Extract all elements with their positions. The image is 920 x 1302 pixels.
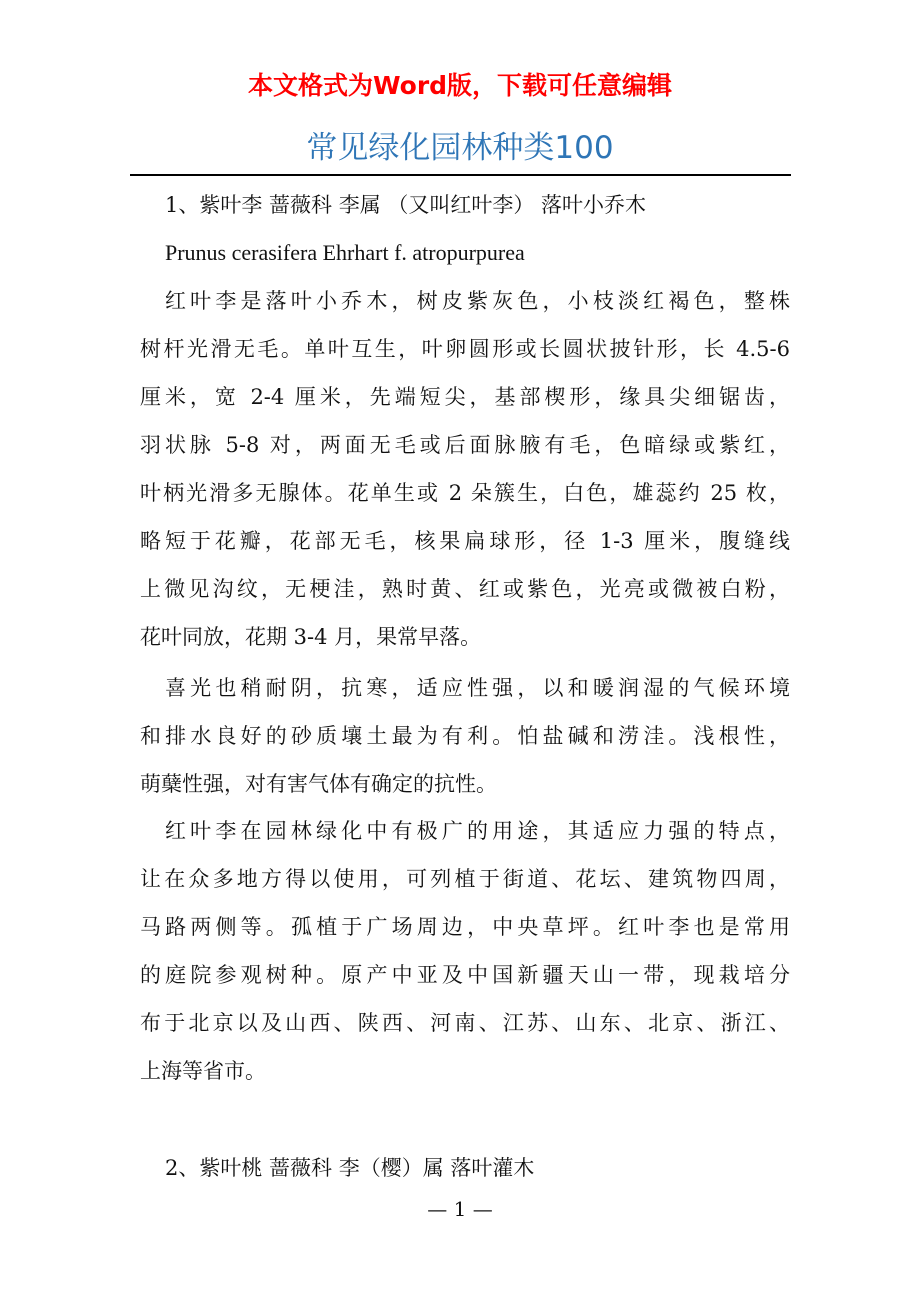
paragraph-line: 喜光也稍耐阴，抗寒，适应性强，以和暖润湿的气候环境 [165,676,790,700]
entry-heading: 1、紫叶李 蔷薇科 李属 （又叫红叶李） 落叶小乔木 [165,193,647,217]
paragraph-line: 上微见沟纹，无梗洼，熟时黄、红或紫色，光亮或微被白粉， [140,577,790,601]
paragraph-line: 略短于花瓣，花部无毛，核果扁球形，径 1-3 厘米，腹缝线 [140,529,790,553]
latin-name: Prunus cerasifera Ehrhart f. atropurpurea [165,240,525,265]
paragraph-line: 羽状脉 5-8 对，两面无毛或后面脉腋有毛，色暗绿或紫红， [140,433,790,457]
paragraph-line: 的庭院参观树种。原产中亚及中国新疆天山一带，现栽培分 [140,963,790,987]
title-divider [130,174,791,176]
paragraph-line: 和排水良好的砂质壤土最为有利。怕盐碱和涝洼。浅根性， [140,724,790,748]
paragraph-line: 花叶同放，花期 3-4 月，果常早落。 [140,625,482,649]
paragraph-line: 布于北京以及山西、陕西、河南、江苏、山东、北京、浙江、 [140,1011,790,1035]
paragraph-line: 厘米，宽 2-4 厘米，先端短尖，基部楔形，缘具尖细锯齿， [140,385,790,409]
paragraph-line: 树杆光滑无毛。单叶互生，叶卵圆形或长圆状披针形，长 4.5-6 [140,337,790,361]
entry-heading: 2、紫叶桃 蔷薇科 李（樱）属 落叶灌木 [165,1156,535,1180]
paragraph-line: 叶柄光滑多无腺体。花单生或 2 朵簇生，白色，雄蕊约 25 枚， [140,481,790,505]
paragraph-line: 上海等省市。 [140,1059,266,1083]
document-title: 常见绿化园林种类100 [306,130,614,166]
page-number: — 1 — [427,1197,493,1221]
word-format-banner: 本文格式为Word版，下载可任意编辑 [247,71,673,100]
paragraph-line: 让在众多地方得以使用，可列植于街道、花坛、建筑物四周， [140,867,790,891]
paragraph-line: 马路两侧等。孤植于广场周边，中央草坪。红叶李也是常用 [140,915,790,939]
paragraph-line: 萌蘖性强，对有害气体有确定的抗性。 [140,772,497,796]
paragraph-line: 红叶李是落叶小乔木，树皮紫灰色，小枝淡红褐色，整株 [165,289,790,313]
paragraph-line: 红叶李在园林绿化中有极广的用途，其适应力强的特点， [165,819,790,843]
